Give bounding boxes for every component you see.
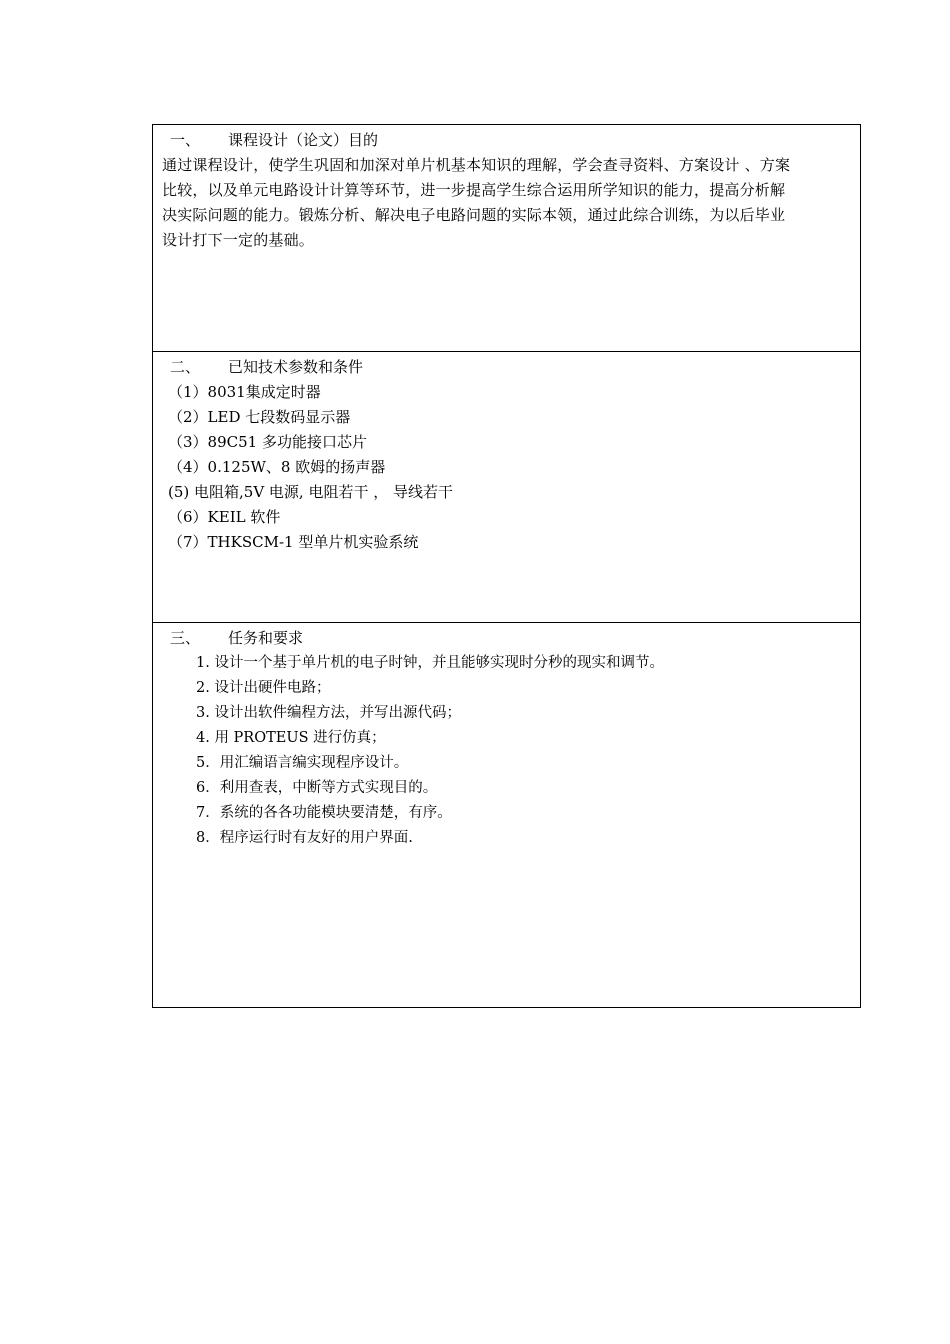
list-item: 4. 用 PROTEUS 进行仿真； <box>196 730 386 746</box>
section-tasks-title <box>170 628 303 648</box>
section-number: 一、 <box>170 131 201 149</box>
list-item: （6）KEIL 软件 <box>168 508 281 526</box>
section-title-text: 已知技术参数和条件 <box>228 358 364 376</box>
list-item: （3）89C51 多功能接口芯片 <box>168 433 367 451</box>
list-item: （1）8031集成定时器 <box>168 383 321 401</box>
list-item: (5) 电阻箱,5V 电源, 电阻若干 ， 导线若干 <box>168 483 454 501</box>
list-item: 8．程序运行时有友好的用户界面. <box>196 830 413 846</box>
section-tasks <box>153 623 860 1007</box>
section-purpose-title <box>170 130 378 150</box>
purpose-paragraph <box>162 153 852 253</box>
list-item: 5．用汇编语言编实现程序设计。 <box>196 755 409 771</box>
section-parameters-title <box>170 357 363 377</box>
task-table <box>152 124 861 1008</box>
parameters-list <box>168 380 453 555</box>
section-parameters <box>153 352 860 623</box>
list-item: 6．利用查表，中断等方式实现目的。 <box>196 780 438 796</box>
list-item: 3. 设计出软件编程方法，并写出源代码； <box>196 705 461 721</box>
paragraph-line: 通过课程设计，使学生巩固和加深对单片机基本知识的理解，学会查寻资料、方案设计 、方案 <box>162 156 791 174</box>
list-item: （2）LED 七段数码显示器 <box>168 408 351 426</box>
section-number: 二、 <box>170 358 201 376</box>
section-title-text: 课程设计（论文）目的 <box>228 131 379 149</box>
list-item: 2. 设计出硬件电路； <box>196 680 331 696</box>
list-item: 7．系统的各各功能模块要清楚，有序。 <box>196 805 452 821</box>
section-title-text: 任务和要求 <box>228 629 304 647</box>
list-item: （4）0.125W、8 欧姆的扬声器 <box>168 458 386 476</box>
section-purpose <box>153 125 860 352</box>
paragraph-line: 决实际问题的能力。锻炼分析、解决电子电路问题的实际本领，通过此综合训练，为以后毕业 <box>162 206 786 224</box>
list-item: （7）THKSCM-1 型单片机实验系统 <box>168 533 419 551</box>
list-item: 1. 设计一个基于单片机的电子时钟，并且能够实现时分秒的现实和调节。 <box>196 655 664 671</box>
paragraph-line: 设计打下一定的基础。 <box>162 231 315 249</box>
section-number: 三、 <box>170 629 201 647</box>
paragraph-line: 比较，以及单元电路设计计算等环节，进一步提高学生综合运用所学知识的能力，提高分析解 <box>162 181 786 199</box>
tasks-list <box>196 651 664 851</box>
